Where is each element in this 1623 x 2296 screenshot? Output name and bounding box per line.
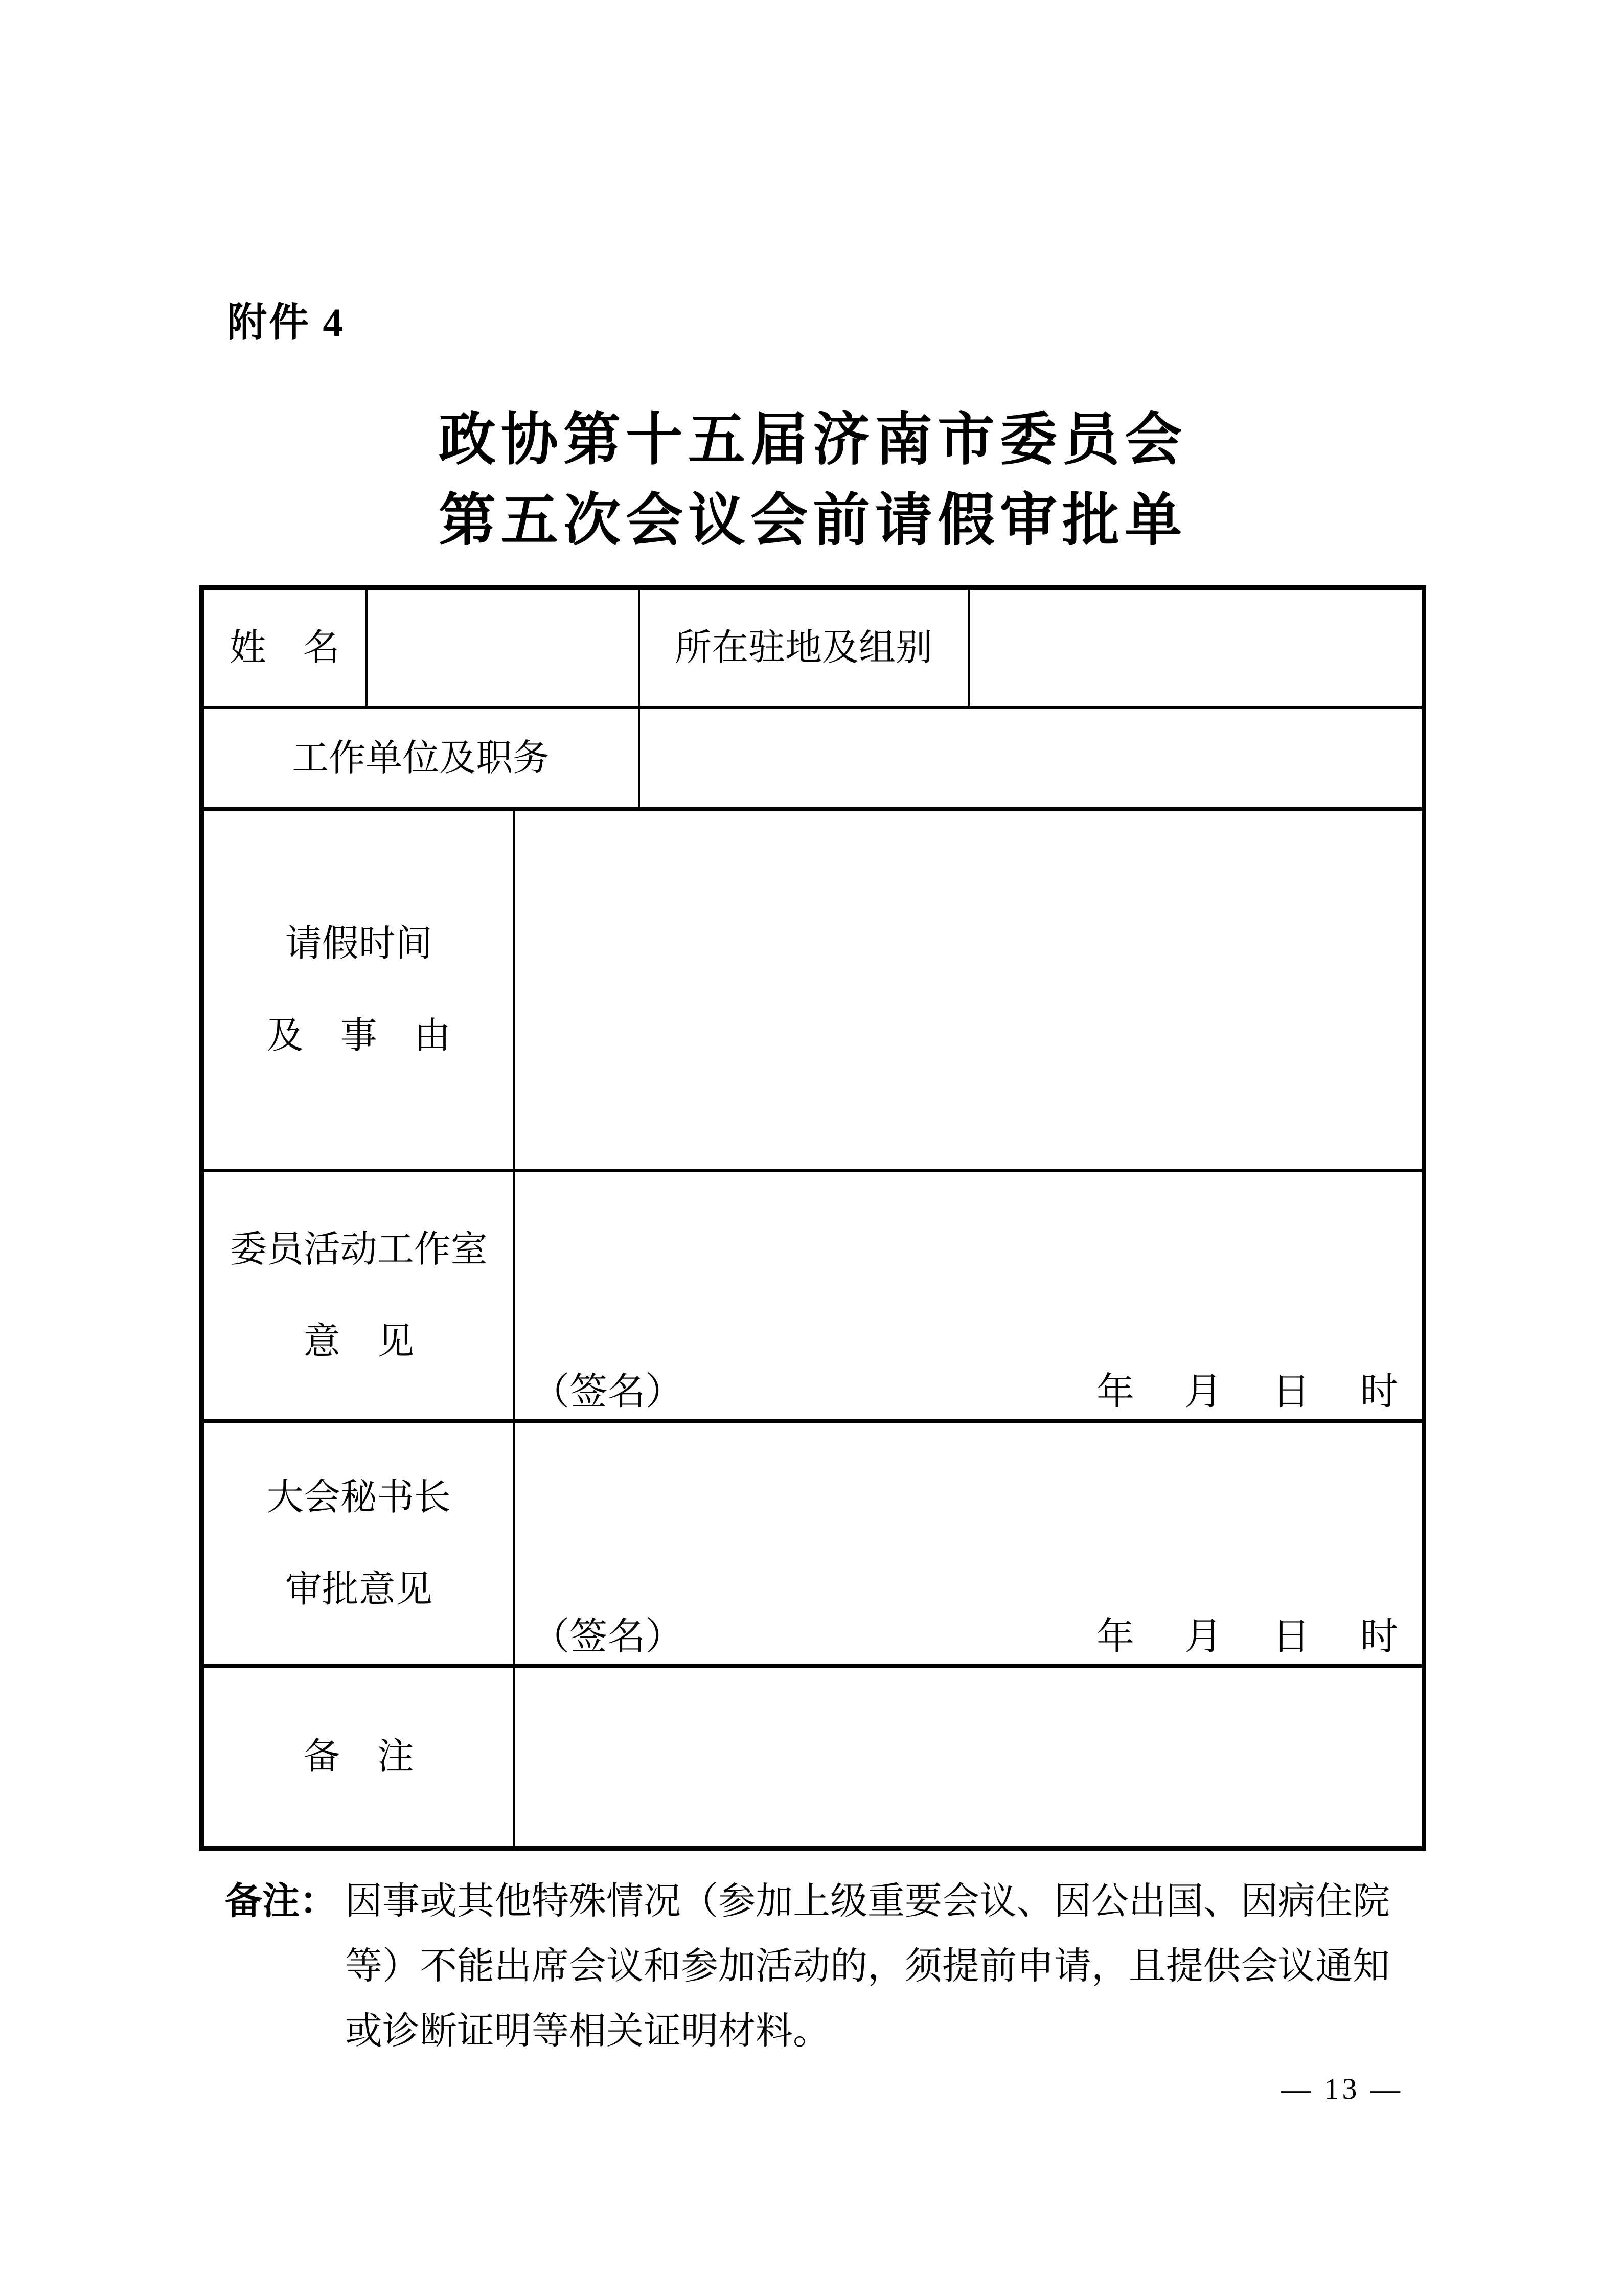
office-date-label: 年 月 日 时 xyxy=(1096,1371,1404,1414)
work-unit-label-cell xyxy=(204,709,640,811)
leave-time-value-cell xyxy=(515,811,1422,1172)
work-unit-value-cell xyxy=(640,709,1422,811)
footnote-label: 备注： xyxy=(225,1880,337,1922)
footnote-line2: 等）不能出席会议和参加活动的，须提前申请，且提供会议通知 xyxy=(345,1945,1390,1987)
leave-time-label-line2: 及 事 由 xyxy=(266,1015,451,1056)
location-group-value-cell xyxy=(970,590,1422,709)
office-opinion-label-line2: 意 见 xyxy=(303,1321,414,1362)
footnote xyxy=(225,1869,1436,2063)
office-signature-label: （签名） xyxy=(532,1371,683,1414)
name-label: 姓 名 xyxy=(229,627,340,669)
name-label-cell xyxy=(204,590,368,709)
location-group-label: 所在驻地及组别 xyxy=(675,627,933,669)
office-opinion-value-cell xyxy=(515,1172,1422,1423)
footnote-line3: 或诊断证明等相关证明材料。 xyxy=(345,2010,830,2052)
work-unit-label: 工作单位及职务 xyxy=(292,738,550,779)
remark-label-cell xyxy=(204,1668,515,1846)
secretary-opinion-label-cell xyxy=(204,1423,515,1667)
leave-time-label-cell xyxy=(204,811,515,1172)
form-title-line2: 第五次会议会前请假审批单 xyxy=(439,489,1187,553)
name-value-cell xyxy=(368,590,640,709)
office-opinion-label-line1: 委员活动工作室 xyxy=(230,1229,488,1270)
remark-value-cell xyxy=(515,1668,1422,1846)
form-title-line1: 政协第十五届济南市委员会 xyxy=(439,408,1187,472)
location-group-label-cell xyxy=(640,590,970,709)
leave-time-label-line1: 请假时间 xyxy=(285,923,432,964)
secretary-opinion-value-cell xyxy=(515,1423,1422,1667)
footnote-text xyxy=(345,1869,1436,2063)
secretary-opinion-label-line1: 大会秘书长 xyxy=(266,1476,451,1518)
secretary-date-label: 年 月 日 时 xyxy=(1096,1616,1404,1658)
leave-approval-form-table xyxy=(199,585,1426,1851)
form-title xyxy=(199,400,1426,561)
secretary-signature-label: （签名） xyxy=(532,1616,683,1658)
attachment-label: 附件 4 xyxy=(227,300,345,345)
remark-label: 备 注 xyxy=(303,1736,414,1778)
page-number: — 13 — xyxy=(1281,2072,1403,2105)
footnote-line1: 因事或其他特殊情况（参加上级重要会议、因公出国、因病住院 xyxy=(345,1880,1390,1922)
office-opinion-label-cell xyxy=(204,1172,515,1423)
secretary-opinion-label-line2: 审批意见 xyxy=(285,1568,432,1610)
